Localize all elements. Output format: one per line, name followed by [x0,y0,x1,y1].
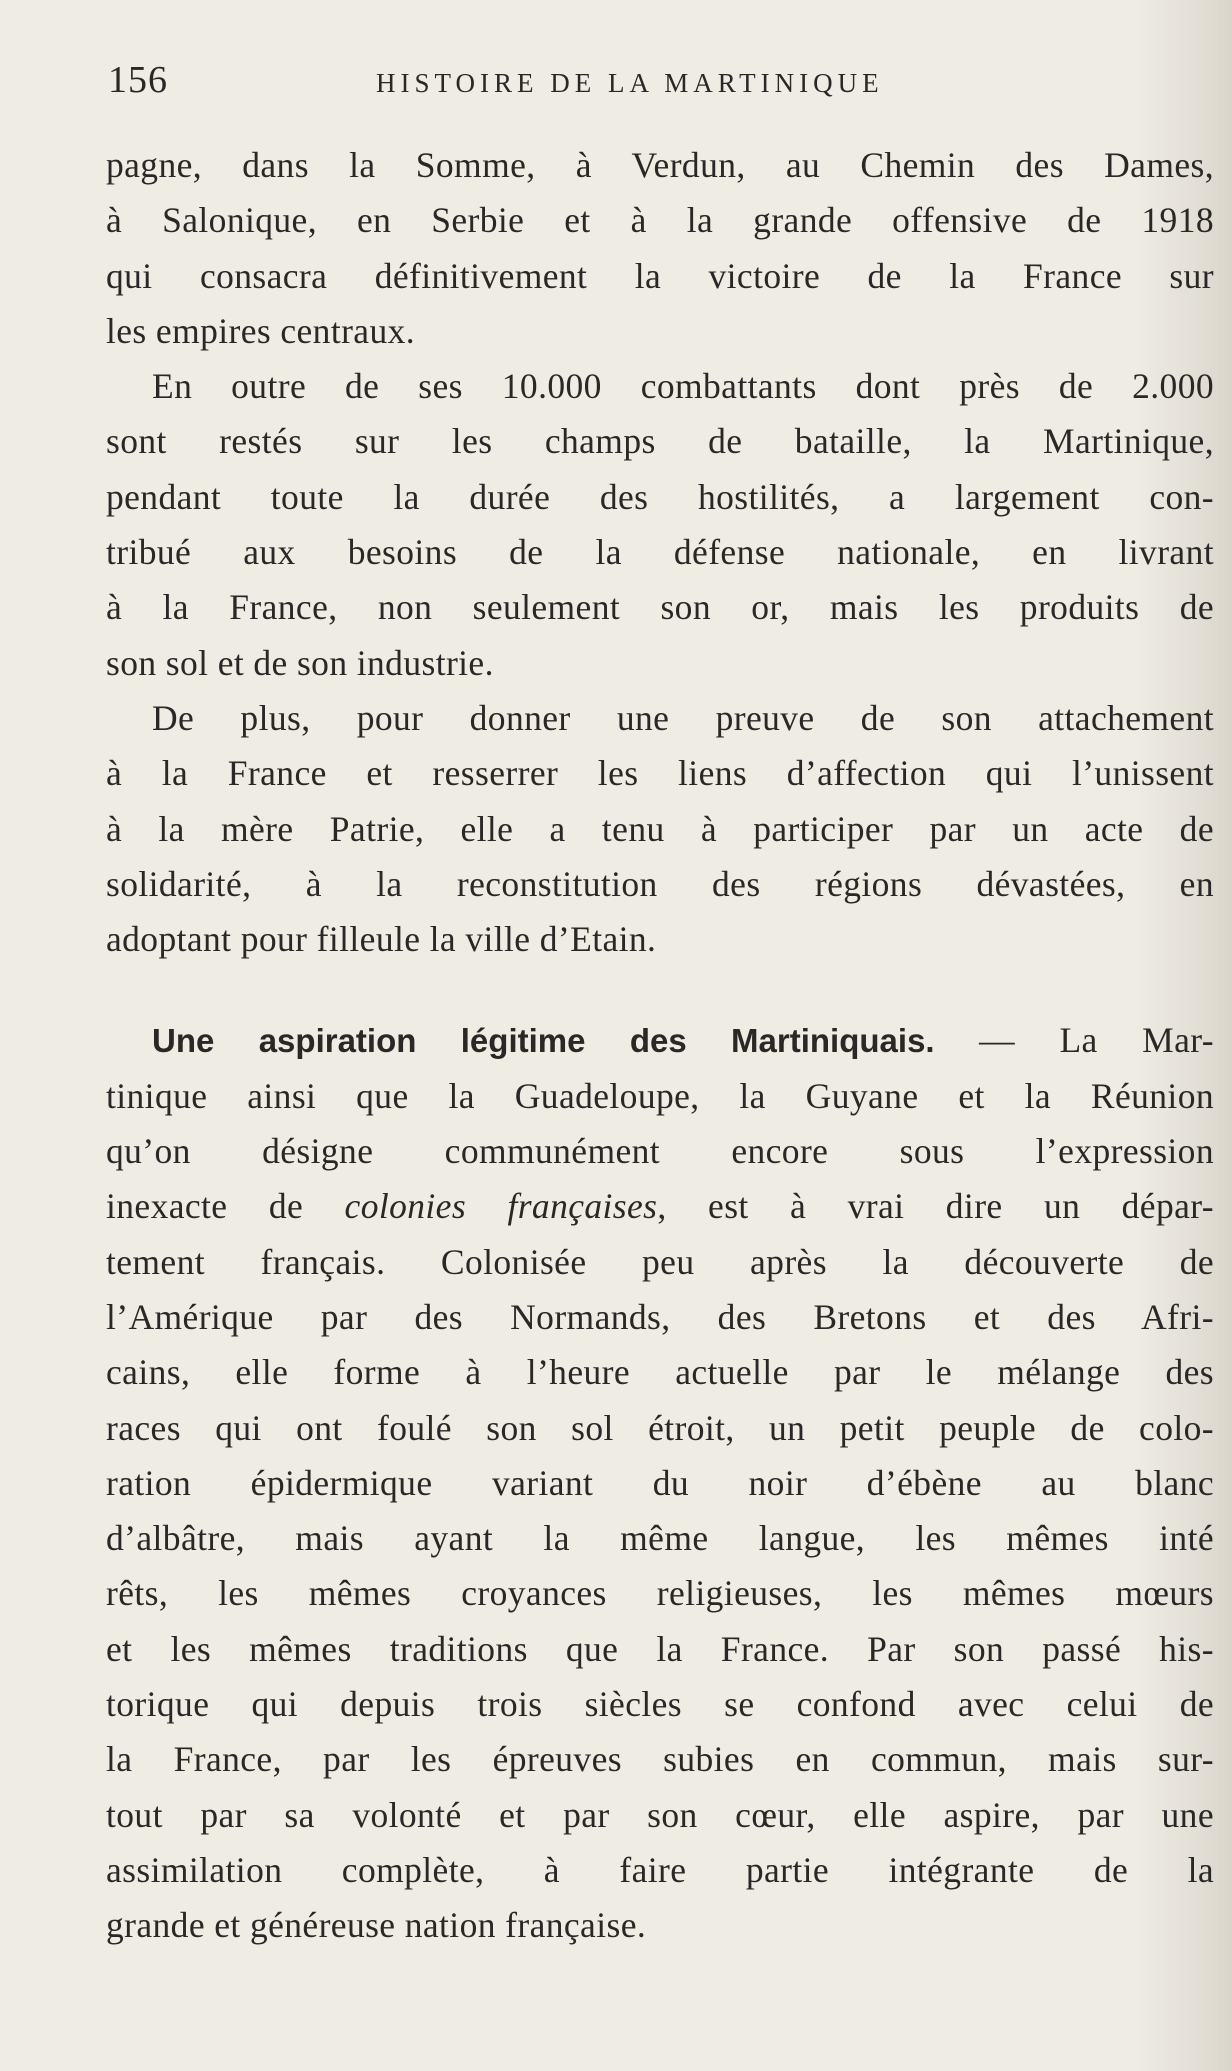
text-line: à la mère Patrie, elle a tenu à participer par un acte de [106,808,1214,849]
text-line: à Salonique, en Serbie et à la grande offensive de 1918 [106,200,1214,241]
text-line: l’Amérique par des Normands, des Bretons et des Afri- [106,1296,1214,1337]
text-line: tribué aux besoins de la défense nationale, en livrant [106,532,1214,573]
paragraph-3 [106,691,1214,967]
text-line: ration épidermique variant du noir d’ébène au blanc [106,1462,1214,1503]
text-line: pagne, dans la Somme, à Verdun, au Chemin des Dames, [106,145,1214,185]
text-line: assimilation complète, à faire partie intégrante de la [106,1849,1214,1890]
section-aspiration [106,1013,1214,1953]
body-text [106,138,1214,1954]
text-line: qui consacra définitivement la victoire de la France sur [106,255,1214,296]
book-title: HISTOIRE DE LA MARTINIQUE [376,68,884,98]
paragraph-2 [106,359,1214,691]
section-first-line [106,1013,1214,1068]
text-line: races qui ont foulé son sol étroit, un petit peuple de colo- [106,1407,1214,1448]
text-line: cains, elle forme à l’heure actuelle par le mélange des [106,1352,1214,1393]
section-first-line-rest: — La Mar- [979,1020,1215,1061]
text-line: De plus, pour donner une preuve de son attachement [152,697,1214,738]
running-head [108,58,1198,108]
text-line: son sol et de son industrie. [106,642,494,683]
text-line [106,1179,1214,1234]
text-line: d’albâtre, mais ayant la même langue, les mêmes inté [106,1518,1214,1559]
text-line: à la France, non seulement son or, mais les produits de [106,587,1214,628]
page-number: 156 [108,59,168,101]
text-line: tout par sa volonté et par son cœur, elle aspire, par une [106,1794,1214,1835]
text-line: rêts, les mêmes croyances religieuses, les mêmes mœurs [106,1573,1214,1614]
text-line: solidarité, à la reconstitution des régions dévastées, en [106,863,1214,904]
text-line: torique qui depuis trois siècles se confond avec celui de [106,1684,1214,1725]
text-line: En outre de ses 10.000 combattants dont près de 2.000 [152,366,1214,407]
text-line: pendant toute la durée des hostilités, a largement con- [106,476,1214,517]
text-line: sont restés sur les champs de bataille, la Martinique, [106,421,1214,462]
text-line: tinique ainsi que la Guadeloupe, la Guyane et la Réunion [106,1075,1214,1116]
text-line: tement français. Colonisée peu après la découverte de [106,1241,1214,1282]
section-heading: Une aspiration légitime des Martiniquais. [152,1022,935,1060]
text-line: et les mêmes traditions que la France. Par son passé his- [106,1628,1214,1669]
line-fragment: , est à vrai dire un dépar- [657,1186,1214,1227]
italic-phrase: colonies françaises [344,1186,658,1227]
section-spacer [106,967,1214,1013]
paragraph-1 [106,138,1214,359]
text-line: qu’on désigne communément encore sous l’expression [106,1131,1214,1172]
line-fragment: inexacte de [106,1186,345,1227]
text-line: la France, par les épreuves subies en commun, mais sur- [106,1739,1214,1780]
text-line: grande et généreuse nation française. [106,1905,647,1946]
text-line: à la France et resserrer les liens d’affection qui l’unissent [106,753,1214,794]
text-line: les empires centraux. [106,310,416,351]
text-line: adoptant pour filleule la ville d’Etain. [106,919,657,960]
